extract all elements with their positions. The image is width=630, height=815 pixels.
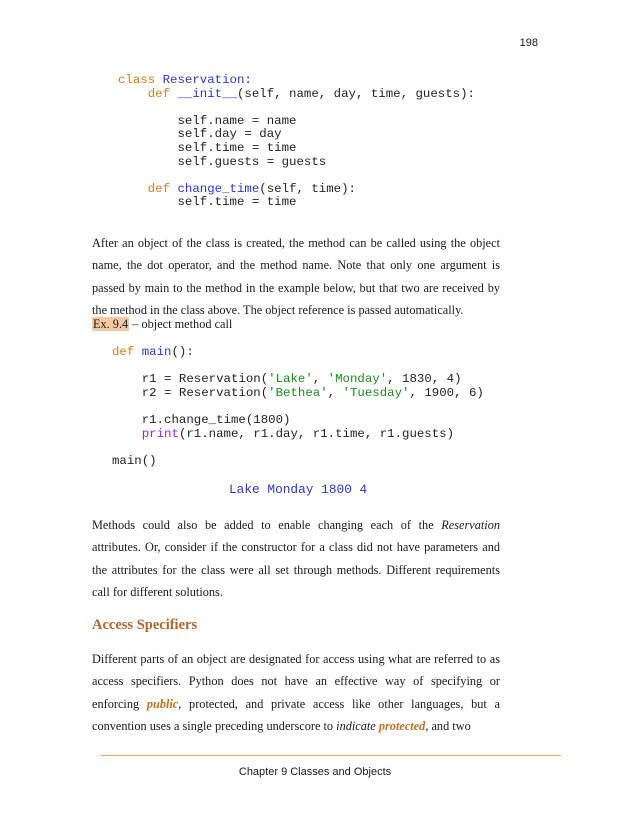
text: attributes. Or, consider if the constructor for a class did not have parameters and the attributes for the class were all set through methods. Different requirements call for different solutions. xyxy=(92,540,500,600)
code-line: self.time = time xyxy=(177,195,297,210)
text-indicate: indicate xyxy=(336,719,376,734)
paragraph-method-call: After an object of the class is created, the method can be called using the object name, the dot operator, and the method name. Note that only one argument is passed by main to the method in the example below, but that two are received by the method in the class above. The object reference is passed automatically. xyxy=(92,236,500,318)
code-function-name: __init__ xyxy=(177,86,237,101)
code-text: , 1830, 4) xyxy=(387,372,462,387)
keyword-protected: protected xyxy=(378,719,426,734)
code-text: r2 = Reservation( xyxy=(141,385,269,400)
code-builtin: print xyxy=(141,426,179,441)
code-line: self.name = name xyxy=(177,113,297,128)
program-output: Lake Monday 1800 4 xyxy=(229,482,368,497)
code-string: 'Bethea' xyxy=(268,385,328,400)
code-line: main() xyxy=(112,453,157,468)
code-block-class xyxy=(118,74,475,210)
code-line: self.time = time xyxy=(177,140,297,155)
code-text: r1 = Reservation( xyxy=(141,372,269,387)
keyword-public: public xyxy=(146,696,179,711)
code-class-name: Reservation xyxy=(162,73,245,87)
footer-chapter-title: Chapter 9 Classes and Objects xyxy=(238,766,392,778)
code-line: self.guests = guests xyxy=(177,154,327,169)
footer-divider xyxy=(101,755,561,756)
page-number: 198 xyxy=(519,37,538,49)
code-function-name: change_time xyxy=(177,181,260,196)
text: Different parts of an object are designated for access using what are referred to as access specifiers. Python does not have an effective way of specifying or enforcing xyxy=(92,652,500,711)
code-text: (self, name, day, time, guests): xyxy=(237,86,475,101)
example-tag: Ex. 9.4 xyxy=(93,317,129,331)
code-keyword: def xyxy=(147,181,171,196)
text: , and two xyxy=(425,719,471,734)
code-text: , xyxy=(312,372,328,387)
code-string: 'Monday' xyxy=(327,372,388,387)
code-keyword: def xyxy=(112,345,135,359)
section-heading: Access Specifiers xyxy=(92,617,198,633)
class-name-emphasis: Reservation xyxy=(441,518,500,532)
code-keyword: class xyxy=(118,73,156,87)
code-line: self.day = day xyxy=(177,127,282,142)
code-line: r1.change_time(1800) xyxy=(141,412,291,427)
text: , protected, and private access like other languages, but a convention uses a single preceding underscore to xyxy=(92,696,500,734)
code-text: (self, time): xyxy=(259,181,356,196)
text: Methods could also be added to enable changing each of the xyxy=(92,518,442,532)
code-string: 'Lake' xyxy=(268,372,313,387)
code-text: , xyxy=(327,385,343,400)
code-block-main xyxy=(112,346,484,468)
code-function-name: main xyxy=(141,345,172,359)
example-label xyxy=(92,315,232,333)
example-caption: – object method call xyxy=(129,317,233,331)
code-text: , 1900, 6) xyxy=(409,385,484,400)
code-text: (): xyxy=(171,345,194,359)
paragraph-methods xyxy=(92,514,500,604)
code-text: : xyxy=(244,73,252,87)
code-string: 'Tuesday' xyxy=(342,385,410,400)
paragraph-access-specifiers xyxy=(92,648,500,738)
code-text: (r1.name, r1.day, r1.time, r1.guests) xyxy=(178,426,455,441)
code-keyword: def xyxy=(147,86,171,101)
